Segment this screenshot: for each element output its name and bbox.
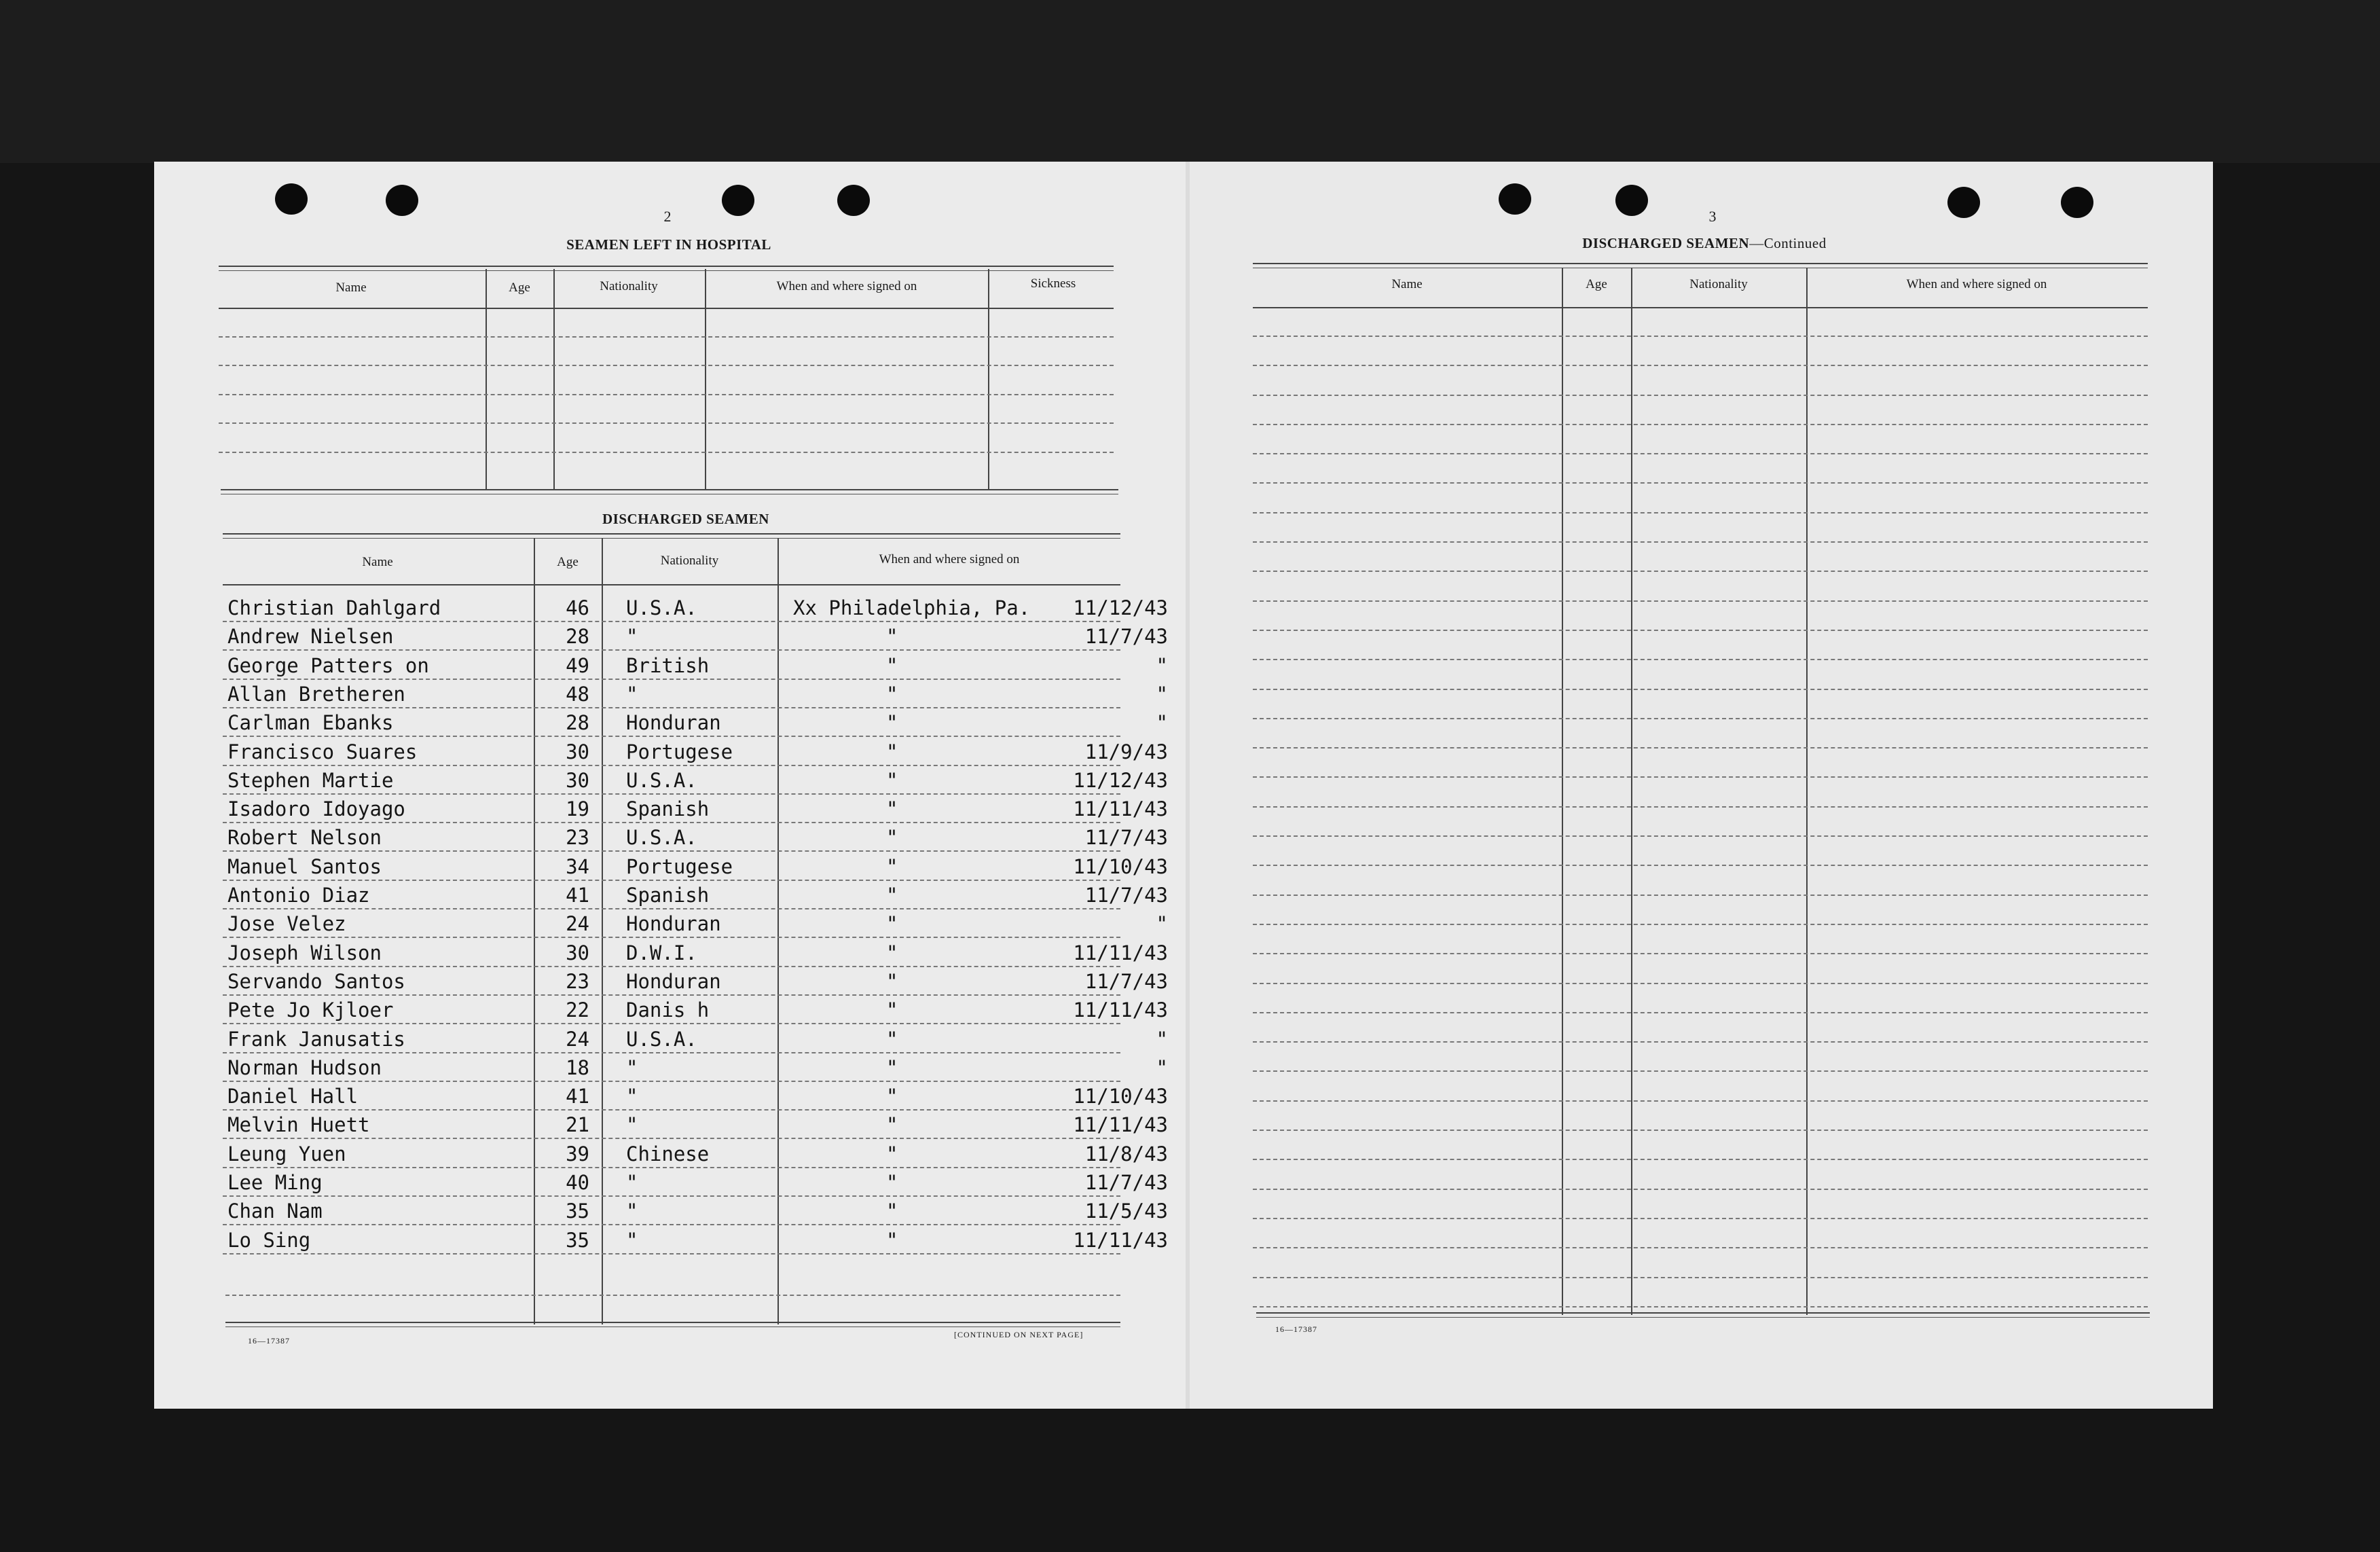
seaman-nationality: "	[626, 1171, 638, 1194]
right-row-rule	[1253, 1130, 2148, 1131]
right-section-title-main: DISCHARGED SEAMEN	[1582, 235, 1750, 251]
seaman-age: 46	[566, 596, 589, 619]
hospital-table-bottom-rule	[221, 489, 1118, 490]
hospital-row-rule	[219, 336, 1114, 338]
discharged-col-nationality: Nationality	[660, 554, 719, 568]
seaman-signed-on-date: 11/12/43	[1073, 596, 1168, 619]
discharged-col-name: Name	[362, 555, 393, 569]
seaman-signed-on-date: 11/8/43	[1084, 1142, 1168, 1166]
seaman-nationality: "	[626, 1085, 638, 1108]
seaman-nationality: U.S.A.	[626, 596, 697, 619]
right-col-signed-on: When and where signed on	[1906, 277, 2047, 291]
seaman-signed-on-date: 11/7/43	[1084, 884, 1168, 907]
right-col-name: Name	[1391, 277, 1423, 291]
continued-note: [CONTINUED ON NEXT PAGE]	[954, 1330, 1084, 1339]
hospital-row-rule	[219, 422, 1114, 424]
seaman-age: 28	[566, 711, 589, 734]
seaman-nationality: "	[626, 1113, 638, 1136]
punch-hole	[1499, 183, 1531, 215]
right-row-rule	[1253, 512, 2148, 513]
seaman-signed-on-date: 11/11/43	[1073, 1113, 1168, 1136]
table-row-rule	[223, 1253, 1120, 1255]
hospital-table-top-rule	[219, 266, 1114, 267]
seaman-name: Daniel Hall	[227, 1085, 359, 1108]
seaman-signed-on-date: 11/11/43	[1073, 998, 1168, 1022]
seaman-nationality: "	[626, 683, 638, 706]
seaman-nationality: U.S.A.	[626, 1028, 697, 1051]
punch-hole	[1947, 187, 1980, 218]
hospital-col-name: Name	[335, 281, 367, 295]
seaman-age: 24	[566, 1028, 589, 1051]
right-row-rule	[1253, 1100, 2148, 1102]
seaman-signed-on-place: "	[886, 941, 898, 964]
right-row-rule	[1253, 689, 2148, 690]
punch-hole	[837, 185, 870, 216]
seaman-signed-on-place: "	[886, 1056, 898, 1079]
seaman-nationality: Honduran	[626, 912, 721, 935]
right-row-rule	[1253, 835, 2148, 837]
punch-hole	[722, 185, 754, 216]
seaman-signed-on-place: "	[886, 998, 898, 1022]
seaman-name: Servando Santos	[227, 970, 405, 993]
hospital-section-title: SEAMEN LEFT IN HOSPITAL	[566, 236, 771, 253]
table-row-rule	[223, 765, 1120, 766]
seaman-name: Frank Janusatis	[227, 1028, 405, 1051]
right-row-rule	[1253, 1159, 2148, 1160]
seaman-signed-on-place: "	[886, 711, 898, 734]
page-number-left: 2	[663, 208, 672, 225]
seaman-name: Leung Yuen	[227, 1142, 346, 1166]
seaman-signed-on-place: "	[886, 1085, 898, 1108]
seaman-age: 28	[566, 625, 589, 648]
right-section-title-cont: —Continued	[1749, 235, 1827, 251]
right-row-rule	[1253, 718, 2148, 719]
seaman-nationality: Chinese	[626, 1142, 710, 1166]
seaman-name: Isadoro Idoyago	[227, 797, 405, 820]
seaman-age: 35	[566, 1229, 589, 1252]
seaman-signed-on-date: 11/7/43	[1084, 826, 1168, 849]
seaman-signed-on-date: "	[1156, 654, 1168, 677]
seaman-signed-on-place: "	[886, 797, 898, 820]
right-section-title	[1528, 235, 1881, 252]
seaman-age: 34	[566, 855, 589, 878]
table-row-rule	[223, 707, 1120, 708]
seaman-signed-on-place: "	[886, 1199, 898, 1223]
seaman-name: Allan Bretheren	[227, 683, 405, 706]
table-row-rule	[223, 679, 1120, 680]
right-row-rule	[1253, 1012, 2148, 1013]
seaman-signed-on-place: "	[886, 970, 898, 993]
seaman-signed-on-date: 11/11/43	[1073, 1229, 1168, 1252]
right-row-rule	[1253, 924, 2148, 925]
seaman-signed-on-date: 11/11/43	[1073, 797, 1168, 820]
right-row-rule	[1253, 953, 2148, 954]
discharged-table-top-rule	[223, 533, 1120, 535]
seaman-signed-on-place: Xx Philadelphia, Pa.	[793, 596, 1031, 619]
seaman-name: Stephen Martie	[227, 769, 394, 792]
right-row-rule	[1253, 806, 2148, 808]
hospital-col-sickness: Sickness	[1030, 276, 1076, 291]
seaman-nationality: "	[626, 625, 638, 648]
discharged-table-bottom-rule	[225, 1322, 1120, 1323]
hospital-col-signed-on: When and where signed on	[776, 279, 917, 293]
punch-hole	[2061, 187, 2093, 218]
seaman-nationality: "	[626, 1056, 638, 1079]
seaman-signed-on-place: "	[886, 1028, 898, 1051]
page-number-right: 3	[1708, 208, 1717, 225]
hospital-col-age: Age	[509, 281, 530, 295]
seaman-nationality: Spanish	[626, 884, 710, 907]
table-row-rule	[223, 1109, 1120, 1111]
seaman-age: 39	[566, 1142, 589, 1166]
form-number-left: 16—17387	[248, 1336, 290, 1346]
table-row-rule	[223, 1081, 1120, 1082]
right-row-rule	[1253, 336, 2148, 337]
seaman-nationality: Honduran	[626, 711, 721, 734]
seaman-signed-on-date: 11/5/43	[1084, 1199, 1168, 1223]
seaman-signed-on-place: "	[886, 1113, 898, 1136]
seaman-name: Manuel Santos	[227, 855, 382, 878]
table-row-rule	[223, 822, 1120, 823]
seaman-age: 30	[566, 941, 589, 964]
seaman-age: 21	[566, 1113, 589, 1136]
seaman-name: Pete Jo Kjloer	[227, 998, 394, 1022]
right-row-rule	[1253, 659, 2148, 660]
seaman-nationality: Honduran	[626, 970, 721, 993]
hospital-row-rule	[219, 365, 1114, 366]
seaman-age: 18	[566, 1056, 589, 1079]
seaman-name: Lee Ming	[227, 1171, 323, 1194]
seaman-signed-on-place: "	[886, 740, 898, 763]
discharged-col-age: Age	[557, 555, 579, 569]
right-col-nationality: Nationality	[1689, 277, 1748, 291]
seaman-signed-on-place: "	[886, 884, 898, 907]
seaman-signed-on-date: 11/11/43	[1073, 941, 1168, 964]
seaman-nationality: U.S.A.	[626, 826, 697, 849]
right-row-rule	[1253, 776, 2148, 778]
seaman-name: Norman Hudson	[227, 1056, 382, 1079]
right-row-rule	[1253, 395, 2148, 396]
seaman-signed-on-date: "	[1156, 711, 1168, 734]
seaman-age: 49	[566, 654, 589, 677]
hospital-table-header-rule	[219, 308, 1114, 309]
right-table-bottom-rule	[1256, 1312, 2150, 1314]
right-row-rule	[1253, 1070, 2148, 1072]
seaman-signed-on-place: "	[886, 1142, 898, 1166]
seaman-signed-on-date: 11/10/43	[1073, 1085, 1168, 1108]
seaman-nationality: Spanish	[626, 797, 710, 820]
seaman-name: Robert Nelson	[227, 826, 382, 849]
right-row-rule	[1253, 453, 2148, 454]
seaman-signed-on-date: 11/7/43	[1084, 1171, 1168, 1194]
table-row-rule	[225, 1295, 1120, 1296]
right-row-rule	[1253, 1277, 2148, 1278]
seaman-name: Joseph Wilson	[227, 941, 382, 964]
right-row-rule	[1253, 630, 2148, 631]
seaman-signed-on-date: "	[1156, 912, 1168, 935]
discharged-col-signed-on: When and where signed on	[879, 552, 1020, 566]
right-row-rule	[1253, 865, 2148, 866]
seaman-signed-on-place: "	[886, 1171, 898, 1194]
scanner-background	[0, 0, 2380, 163]
right-page	[1190, 162, 2213, 1409]
seaman-age: 30	[566, 769, 589, 792]
seaman-nationality: "	[626, 1229, 638, 1252]
seaman-name: Antonio Diaz	[227, 884, 370, 907]
seaman-age: 41	[566, 884, 589, 907]
seaman-signed-on-date: 11/7/43	[1084, 970, 1168, 993]
seaman-age: 19	[566, 797, 589, 820]
hospital-row-rule	[219, 452, 1114, 453]
right-col-age: Age	[1586, 277, 1607, 291]
seaman-nationality: Portugese	[626, 855, 733, 878]
seaman-signed-on-place: "	[886, 826, 898, 849]
table-row-rule	[223, 736, 1120, 737]
seaman-name: Melvin Huett	[227, 1113, 370, 1136]
seaman-signed-on-place: "	[886, 1229, 898, 1252]
seaman-name: George Patters on	[227, 654, 429, 677]
punch-hole	[1615, 185, 1648, 216]
seaman-name: Christian Dahlgard	[227, 596, 441, 619]
table-row-rule	[223, 621, 1120, 622]
right-row-rule	[1253, 482, 2148, 484]
seaman-name: Francisco Suares	[227, 740, 418, 763]
table-row-rule	[223, 1023, 1120, 1024]
seaman-nationality: Danis h	[626, 998, 710, 1022]
table-row-rule	[223, 1138, 1120, 1139]
seaman-signed-on-place: "	[886, 625, 898, 648]
hospital-col-nationality: Nationality	[600, 279, 658, 293]
right-row-rule	[1253, 1041, 2148, 1043]
seaman-age: 22	[566, 998, 589, 1022]
punch-hole	[386, 185, 418, 216]
seaman-name: Jose Velez	[227, 912, 346, 935]
seaman-signed-on-date: "	[1156, 1056, 1168, 1079]
seaman-signed-on-date: 11/12/43	[1073, 769, 1168, 792]
seaman-age: 23	[566, 826, 589, 849]
seaman-nationality: D.W.I.	[626, 941, 697, 964]
right-row-rule	[1253, 983, 2148, 984]
table-row-rule	[223, 793, 1120, 795]
table-row-rule	[223, 1224, 1120, 1225]
table-row-rule	[223, 1195, 1120, 1197]
right-row-rule	[1253, 571, 2148, 572]
right-table-top-rule	[1253, 263, 2148, 264]
discharged-section-title: DISCHARGED SEAMEN	[602, 511, 769, 527]
seaman-nationality: Portugese	[626, 740, 733, 763]
seaman-signed-on-date: 11/10/43	[1073, 855, 1168, 878]
punch-hole	[275, 183, 308, 215]
seaman-name: Lo Sing	[227, 1229, 311, 1252]
table-row-rule	[223, 1052, 1120, 1053]
seaman-name: Carlman Ebanks	[227, 711, 394, 734]
seaman-age: 24	[566, 912, 589, 935]
form-number-right: 16—17387	[1275, 1324, 1317, 1334]
table-row-rule	[223, 966, 1120, 967]
right-row-rule	[1253, 747, 2148, 748]
right-row-rule	[1253, 541, 2148, 543]
table-row-rule	[223, 994, 1120, 996]
seaman-age: 48	[566, 683, 589, 706]
seaman-signed-on-place: "	[886, 855, 898, 878]
seaman-signed-on-date: "	[1156, 1028, 1168, 1051]
right-row-rule	[1253, 365, 2148, 366]
table-row-rule	[223, 649, 1120, 651]
seaman-signed-on-place: "	[886, 654, 898, 677]
table-row-rule	[223, 880, 1120, 881]
table-row-rule	[223, 937, 1120, 938]
seaman-signed-on-date: 11/9/43	[1084, 740, 1168, 763]
seaman-age: 41	[566, 1085, 589, 1108]
seaman-signed-on-place: "	[886, 912, 898, 935]
seaman-signed-on-date: "	[1156, 683, 1168, 706]
seaman-age: 35	[566, 1199, 589, 1223]
discharged-table-header-rule	[223, 584, 1120, 585]
seaman-age: 30	[566, 740, 589, 763]
seaman-age: 40	[566, 1171, 589, 1194]
hospital-row-rule	[219, 394, 1114, 395]
seaman-signed-on-place: "	[886, 683, 898, 706]
right-row-rule	[1253, 600, 2148, 602]
right-row-rule	[1253, 1247, 2148, 1248]
seaman-nationality: British	[626, 654, 710, 677]
table-row-rule	[223, 850, 1120, 852]
right-row-rule	[1253, 1306, 2148, 1307]
right-row-rule	[1253, 895, 2148, 896]
seaman-signed-on-date: 11/7/43	[1084, 625, 1168, 648]
seaman-signed-on-place: "	[886, 769, 898, 792]
right-row-rule	[1253, 1189, 2148, 1190]
seaman-name: Andrew Nielsen	[227, 625, 394, 648]
seaman-nationality: U.S.A.	[626, 769, 697, 792]
seaman-age: 23	[566, 970, 589, 993]
table-row-rule	[223, 908, 1120, 909]
seaman-name: Chan Nam	[227, 1199, 323, 1223]
right-table-header-rule	[1253, 307, 2148, 308]
seaman-nationality: "	[626, 1199, 638, 1223]
right-row-rule	[1253, 424, 2148, 425]
table-row-rule	[223, 1167, 1120, 1168]
right-row-rule	[1253, 1218, 2148, 1219]
